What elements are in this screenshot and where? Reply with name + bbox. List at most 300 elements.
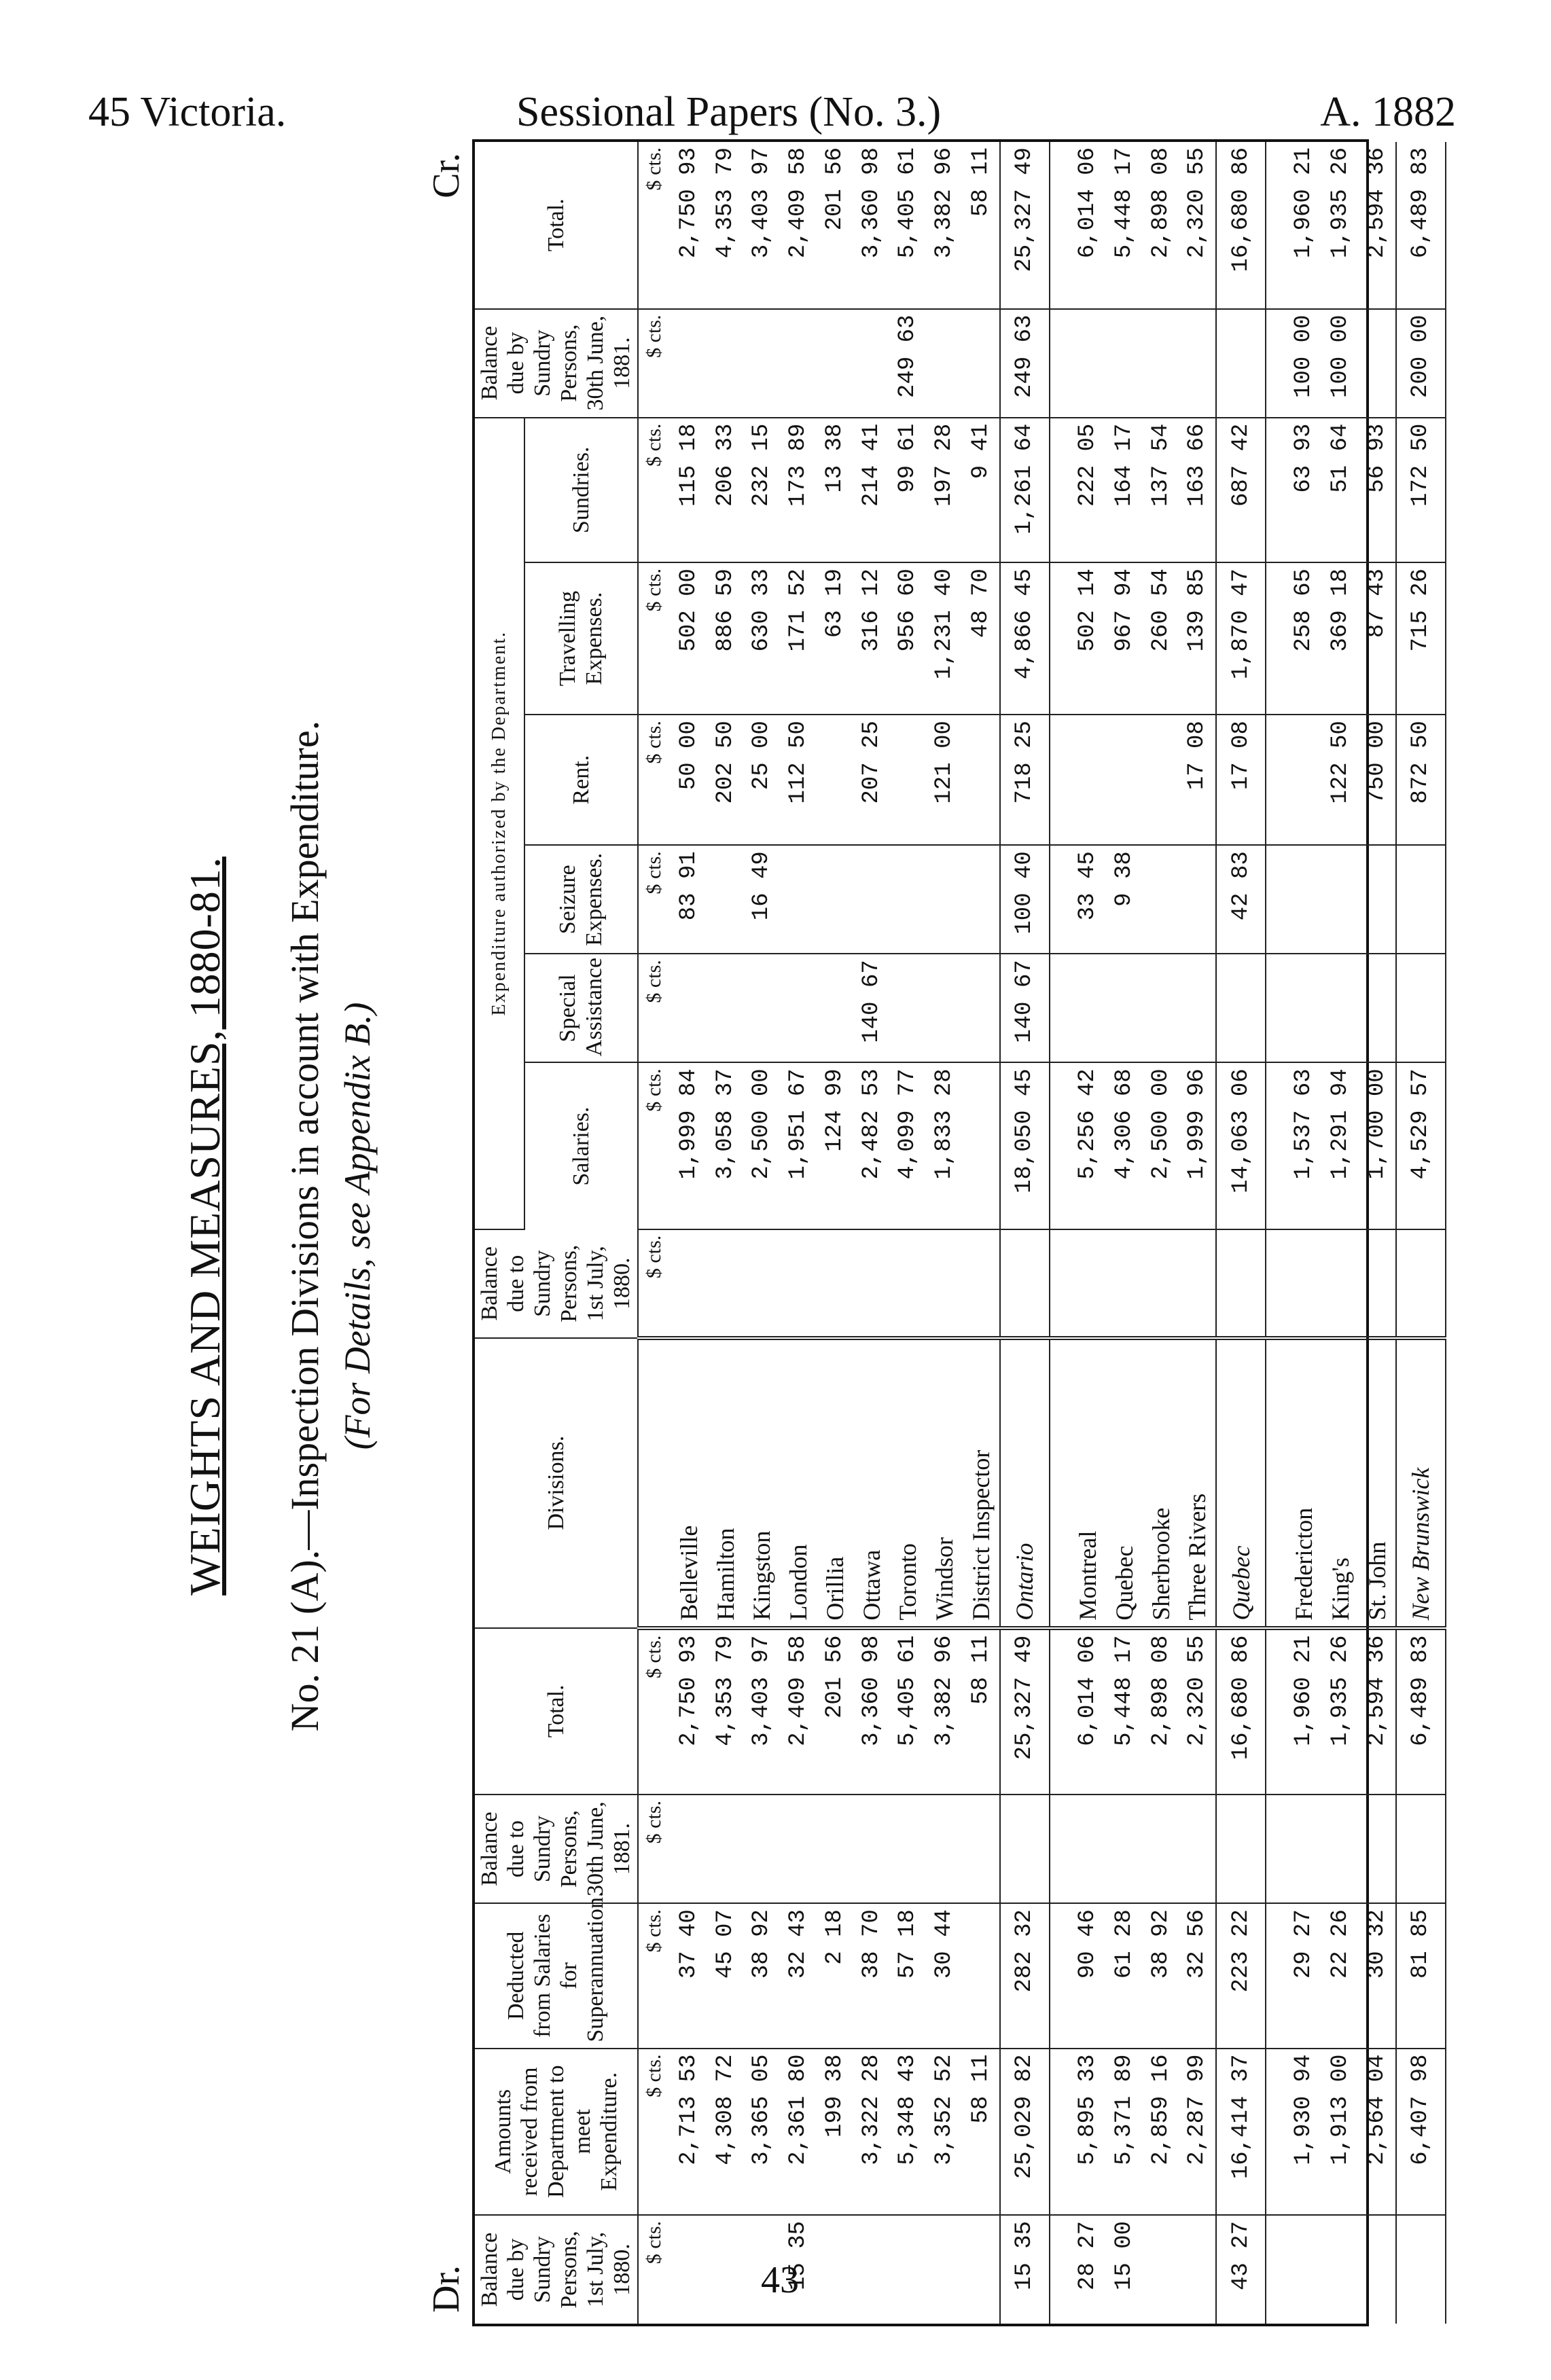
dr-cell: 2,898 08 bbox=[1143, 1628, 1179, 1795]
cr-cell bbox=[1285, 715, 1322, 845]
cr-cell: 56 93 bbox=[1359, 418, 1396, 562]
dr-cell: 4,353 79 bbox=[707, 1628, 744, 1795]
cr-cell: 1,291 94 bbox=[1322, 1062, 1359, 1229]
cr-cell: 163 66 bbox=[1179, 418, 1216, 562]
unit-label: $ cts. bbox=[643, 2220, 666, 2265]
dr-cell: 2,594 36 bbox=[1359, 1628, 1396, 1795]
dr-cell bbox=[926, 1795, 963, 1903]
table-note: (For Details, see Appendix B.) bbox=[337, 1002, 378, 1450]
spacer-cell bbox=[1266, 1795, 1285, 1903]
cr-cell: 13 38 bbox=[817, 418, 853, 562]
division-name: Belleville bbox=[671, 1338, 707, 1628]
cr-cell: 122 50 bbox=[1322, 715, 1359, 845]
cr-total-cell: 718 25 bbox=[1000, 715, 1050, 845]
cr-cell: 232 15 bbox=[743, 418, 780, 562]
dr-cell: 29 27 bbox=[1285, 1903, 1322, 2048]
col-special-assistance: Special Assistance bbox=[524, 954, 637, 1062]
col-dr-total: Total. bbox=[475, 1628, 638, 1795]
spacer-cell bbox=[1050, 954, 1069, 1062]
table-row bbox=[890, 142, 927, 2324]
table-row bbox=[1359, 142, 1396, 2324]
table-row bbox=[743, 142, 780, 2324]
table-row bbox=[1069, 142, 1106, 2324]
dr-total-cell: 16,680 86 bbox=[1216, 1628, 1266, 1795]
spacer-cell bbox=[1050, 1903, 1069, 2048]
spacer-cell bbox=[1266, 309, 1285, 418]
unit-label: $ cts. bbox=[638, 954, 671, 1062]
col-dr-amounts-received: Amounts received from Department to meet Expenditure. bbox=[475, 2049, 638, 2215]
dr-cell bbox=[1069, 1795, 1106, 1903]
spacer-cell bbox=[1266, 1229, 1285, 1338]
cr-cell bbox=[1322, 1229, 1359, 1338]
unit-label: $ cts. bbox=[638, 309, 671, 418]
division-name: Kingston bbox=[743, 1338, 780, 1628]
province-name: Ontario bbox=[1000, 1338, 1050, 1628]
cr-cell: 164 17 bbox=[1106, 418, 1143, 562]
dr-total-cell: 282 32 bbox=[1000, 1903, 1050, 2048]
table-body bbox=[638, 142, 1446, 2324]
cr-cell bbox=[926, 309, 963, 418]
division-name: Windsor bbox=[926, 1338, 963, 1628]
dr-cell: 3,360 98 bbox=[853, 1628, 890, 1795]
dr-cell: 37 40 bbox=[671, 1903, 707, 2048]
cr-cell bbox=[780, 845, 817, 954]
cr-total-cell: 17 08 bbox=[1216, 715, 1266, 845]
cr-cell: 201 56 bbox=[817, 142, 853, 309]
dr-cell bbox=[890, 1795, 927, 1903]
cr-cell bbox=[780, 1229, 817, 1338]
dr-cell bbox=[853, 2215, 890, 2324]
cr-cell bbox=[743, 309, 780, 418]
cr-cell bbox=[926, 954, 963, 1062]
cr-cell: 258 65 bbox=[1285, 562, 1322, 715]
cr-cell bbox=[1179, 309, 1216, 418]
cr-cell bbox=[890, 954, 927, 1062]
cr-cell: 2,482 53 bbox=[853, 1062, 890, 1229]
cr-cell bbox=[1143, 1229, 1179, 1338]
cr-cell: 249 63 bbox=[890, 309, 927, 418]
cr-cell: 124 99 bbox=[817, 1062, 853, 1229]
unit-label: $ cts. bbox=[638, 1062, 671, 1229]
expenditure-group-header: Expenditure authorized by the Department. bbox=[475, 418, 524, 1229]
spacer-cell bbox=[1266, 1338, 1285, 1628]
dr-cell: 5,405 61 bbox=[890, 1628, 927, 1795]
cr-total-cell: 872 50 bbox=[1396, 715, 1446, 845]
cr-cell bbox=[1359, 309, 1396, 418]
dr-total-cell: 25,029 82 bbox=[1000, 2049, 1050, 2215]
spacer-cell bbox=[1050, 562, 1069, 715]
dr-cell bbox=[817, 2215, 853, 2324]
dr-cell bbox=[963, 2215, 1000, 2324]
division-name: King's bbox=[1322, 1338, 1359, 1628]
cr-total-cell bbox=[1396, 954, 1446, 1062]
spacer-cell bbox=[1050, 1795, 1069, 1903]
dr-cell bbox=[1179, 1795, 1216, 1903]
cr-cell: 886 59 bbox=[707, 562, 744, 715]
cr-cell: 112 50 bbox=[780, 715, 817, 845]
cr-cell bbox=[817, 1229, 853, 1338]
cr-cell bbox=[1143, 715, 1179, 845]
dr-cell: 30 32 bbox=[1359, 1903, 1396, 2048]
dr-cell: 58 11 bbox=[963, 1628, 1000, 1795]
cr-cell bbox=[1143, 309, 1179, 418]
dr-cell: 5,448 17 bbox=[1106, 1628, 1143, 1795]
spacer-cell bbox=[1050, 2215, 1069, 2324]
table-row bbox=[926, 142, 963, 2324]
account-table-frame bbox=[472, 139, 1435, 2326]
division-name: St. John bbox=[1359, 1338, 1396, 1628]
cr-cell: 502 14 bbox=[1069, 562, 1106, 715]
dr-cell bbox=[1322, 2215, 1359, 2324]
dr-total-cell bbox=[1396, 1795, 1446, 1903]
table-row bbox=[671, 142, 707, 2324]
cr-cell: 115 18 bbox=[671, 418, 707, 562]
cr-cell: 100 00 bbox=[1285, 309, 1322, 418]
dr-cell: 90 46 bbox=[1069, 1903, 1106, 2048]
dr-cell bbox=[1143, 2215, 1179, 2324]
cr-cell: 1,700 00 bbox=[1359, 1062, 1396, 1229]
spacer-cell bbox=[1050, 1229, 1069, 1338]
cr-cell bbox=[780, 954, 817, 1062]
cr-cell: 1,833 28 bbox=[926, 1062, 963, 1229]
cr-cell bbox=[1285, 954, 1322, 1062]
table-row bbox=[780, 142, 817, 2324]
dr-total-cell bbox=[1000, 1795, 1050, 1903]
cr-cell bbox=[707, 954, 744, 1062]
debit-label: Dr. bbox=[425, 2265, 467, 2313]
dr-total-cell bbox=[1216, 1795, 1266, 1903]
cr-cell bbox=[890, 845, 927, 954]
cr-cell bbox=[743, 1229, 780, 1338]
dr-total-cell: 15 35 bbox=[1000, 2215, 1050, 2324]
province-name: New Brunswick bbox=[1396, 1338, 1446, 1628]
dr-cell bbox=[707, 1795, 744, 1903]
division-name: District Inspector bbox=[963, 1338, 1000, 1628]
cr-cell bbox=[1359, 845, 1396, 954]
units-row bbox=[638, 142, 671, 2324]
dr-cell: 3,352 52 bbox=[926, 2049, 963, 2215]
cr-cell bbox=[963, 309, 1000, 418]
dr-cell bbox=[1106, 1795, 1143, 1903]
cr-total-cell: 687 42 bbox=[1216, 418, 1266, 562]
cr-cell: 50 00 bbox=[671, 715, 707, 845]
cr-cell: 63 19 bbox=[817, 562, 853, 715]
cr-cell bbox=[1359, 954, 1396, 1062]
unit-label: $ cts. bbox=[638, 845, 671, 954]
cr-cell bbox=[707, 1229, 744, 1338]
unit-label: $ cts. bbox=[638, 1229, 671, 1338]
cr-cell bbox=[963, 954, 1000, 1062]
cr-cell bbox=[1322, 954, 1359, 1062]
cr-total-cell: 42 83 bbox=[1216, 845, 1266, 954]
cr-cell: 3,382 96 bbox=[926, 142, 963, 309]
dr-total-cell bbox=[1396, 2215, 1446, 2324]
table-subtitle: No. 21 (A).—Inspection Divisions in account with Expenditure. bbox=[283, 720, 327, 1732]
dr-cell: 3,382 96 bbox=[926, 1628, 963, 1795]
dr-cell: 199 38 bbox=[817, 2049, 853, 2215]
cr-total-cell: 4,529 57 bbox=[1396, 1062, 1446, 1229]
dr-cell: 1,930 94 bbox=[1285, 2049, 1322, 2215]
page-number: 43 bbox=[761, 2259, 799, 2301]
cr-cell bbox=[1069, 309, 1106, 418]
province-total-row bbox=[1000, 142, 1050, 2324]
group-spacer bbox=[1050, 142, 1069, 2324]
spacer-cell bbox=[1050, 2049, 1069, 2215]
col-cr-balance-due-to: Balance due to Sundry Persons, 1st July, 1880. bbox=[475, 1229, 638, 1338]
dr-cell: 38 92 bbox=[1143, 1903, 1179, 2048]
division-name: Quebec bbox=[1106, 1338, 1143, 1628]
cr-cell: 197 28 bbox=[926, 418, 963, 562]
unit-label: $ cts. bbox=[638, 562, 671, 715]
dr-cell bbox=[1143, 1795, 1179, 1903]
spacer-cell bbox=[1266, 1062, 1285, 1229]
dr-cell bbox=[1359, 2215, 1396, 2324]
dr-cell bbox=[963, 1795, 1000, 1903]
cr-cell: 87 43 bbox=[1359, 562, 1396, 715]
dr-cell: 2,320 55 bbox=[1179, 1628, 1216, 1795]
cr-total-cell: 6,489 83 bbox=[1396, 142, 1446, 309]
cr-total-cell bbox=[1216, 1229, 1266, 1338]
cr-cell: 4,353 79 bbox=[707, 142, 744, 309]
spacer-cell bbox=[1266, 142, 1285, 309]
cr-cell: 2,320 55 bbox=[1179, 142, 1216, 309]
cr-cell: 1,231 40 bbox=[926, 562, 963, 715]
cr-cell: 956 60 bbox=[890, 562, 927, 715]
cr-cell: 967 94 bbox=[1106, 562, 1143, 715]
unit-label: $ cts. bbox=[638, 142, 671, 309]
cr-cell bbox=[1285, 845, 1322, 954]
dr-cell: 3,322 28 bbox=[853, 2049, 890, 2215]
spacer-cell bbox=[1266, 2215, 1285, 2324]
dr-cell: 3,403 97 bbox=[743, 1628, 780, 1795]
table-row bbox=[1179, 142, 1216, 2324]
cr-cell bbox=[743, 954, 780, 1062]
cr-cell: 260 54 bbox=[1143, 562, 1179, 715]
cr-cell: 369 18 bbox=[1322, 562, 1359, 715]
dr-cell: 61 28 bbox=[1106, 1903, 1143, 2048]
cr-cell bbox=[926, 845, 963, 954]
dr-cell: 2,713 53 bbox=[671, 2049, 707, 2215]
dr-cell: 2 18 bbox=[817, 1903, 853, 2048]
table-row bbox=[1322, 142, 1359, 2324]
cr-cell bbox=[1069, 715, 1106, 845]
dr-cell: 57 18 bbox=[890, 1903, 927, 2048]
dr-cell: 5,895 33 bbox=[1069, 2049, 1106, 2215]
col-rent: Rent. bbox=[524, 715, 637, 845]
table-row bbox=[707, 142, 744, 2324]
cr-cell: 140 67 bbox=[853, 954, 890, 1062]
cr-cell: 9 38 bbox=[1106, 845, 1143, 954]
cr-cell bbox=[963, 1062, 1000, 1229]
unit-label bbox=[638, 1338, 671, 1628]
cr-cell bbox=[890, 1229, 927, 1338]
unit-label: $ cts. bbox=[638, 418, 671, 562]
cr-total-cell: 200 00 bbox=[1396, 309, 1446, 418]
header-year: A. 1882 bbox=[1320, 89, 1456, 135]
cr-total-cell: 249 63 bbox=[1000, 309, 1050, 418]
cr-total-cell: 4,866 45 bbox=[1000, 562, 1050, 715]
dr-cell bbox=[1179, 2215, 1216, 2324]
col-divisions: Divisions. bbox=[475, 1338, 638, 1628]
header-papers: Sessional Papers (No. 3.) bbox=[516, 89, 942, 135]
cr-cell bbox=[1143, 845, 1179, 954]
cr-cell: 1,935 26 bbox=[1322, 142, 1359, 309]
dr-cell bbox=[1285, 2215, 1322, 2324]
cr-cell bbox=[1285, 1229, 1322, 1338]
table-row bbox=[963, 142, 1000, 2324]
dr-total-cell: 25,327 49 bbox=[1000, 1628, 1050, 1795]
cr-cell: 48 70 bbox=[963, 562, 1000, 715]
cr-cell bbox=[926, 1229, 963, 1338]
spacer-cell bbox=[1266, 562, 1285, 715]
table-row bbox=[1285, 142, 1322, 2324]
dr-cell: 201 56 bbox=[817, 1628, 853, 1795]
table-row bbox=[1143, 142, 1179, 2324]
dr-cell: 4,308 72 bbox=[707, 2049, 744, 2215]
dr-cell: 32 43 bbox=[780, 1903, 817, 2048]
dr-cell: 22 26 bbox=[1322, 1903, 1359, 2048]
cr-total-cell: 18,050 45 bbox=[1000, 1062, 1050, 1229]
dr-cell bbox=[890, 2215, 927, 2324]
dr-cell: 38 70 bbox=[853, 1903, 890, 2048]
cr-total-cell: 172 50 bbox=[1396, 418, 1446, 562]
division-name: Ottawa bbox=[853, 1338, 890, 1628]
col-dr-superannuation: Deducted from Salaries for Superannuation. bbox=[475, 1903, 638, 2048]
spacer-cell bbox=[1266, 1628, 1285, 1795]
cr-cell bbox=[817, 309, 853, 418]
cr-cell: 51 64 bbox=[1322, 418, 1359, 562]
cr-cell bbox=[1359, 1229, 1396, 1338]
cr-cell: 316 12 bbox=[853, 562, 890, 715]
account-table bbox=[475, 142, 1446, 2324]
dr-total-cell: 223 22 bbox=[1216, 1903, 1266, 2048]
spacer-cell bbox=[1050, 418, 1069, 562]
cr-total-cell bbox=[1000, 1229, 1050, 1338]
cr-cell: 1,999 96 bbox=[1179, 1062, 1216, 1229]
dr-cell bbox=[963, 1903, 1000, 2048]
cr-total-cell bbox=[1396, 845, 1446, 954]
table-row bbox=[853, 142, 890, 2324]
dr-cell: 15 35 bbox=[785, 2220, 812, 2290]
cr-cell: 1,951 67 bbox=[780, 1062, 817, 1229]
cr-cell: 1,960 21 bbox=[1285, 142, 1322, 309]
spacer-cell bbox=[1050, 1062, 1069, 1229]
spacer-cell bbox=[1266, 954, 1285, 1062]
cr-cell: 207 25 bbox=[853, 715, 890, 845]
cr-total-cell: 14,063 06 bbox=[1216, 1062, 1266, 1229]
table-row bbox=[1106, 142, 1143, 2324]
cr-cell: 630 33 bbox=[743, 562, 780, 715]
cr-cell: 750 00 bbox=[1359, 715, 1396, 845]
dr-cell bbox=[1285, 1795, 1322, 1903]
cr-cell bbox=[1179, 1229, 1216, 1338]
cr-cell: 9 41 bbox=[963, 418, 1000, 562]
cr-cell: 2,409 58 bbox=[780, 142, 817, 309]
cr-cell bbox=[1143, 954, 1179, 1062]
cr-cell bbox=[853, 309, 890, 418]
cr-total-cell: 1,870 47 bbox=[1216, 562, 1266, 715]
cr-cell: 4,306 68 bbox=[1106, 1062, 1143, 1229]
dr-total-cell: 43 27 bbox=[1216, 2215, 1266, 2324]
cr-cell: 1,999 84 bbox=[671, 1062, 707, 1229]
cr-cell: 3,360 98 bbox=[853, 142, 890, 309]
dr-cell: 2,564 04 bbox=[1359, 2049, 1396, 2215]
spacer-cell bbox=[1050, 1628, 1069, 1795]
dr-cell: 28 27 bbox=[1074, 2220, 1101, 2290]
cr-cell: 137 54 bbox=[1143, 418, 1179, 562]
dr-cell: 15 00 bbox=[1111, 2220, 1137, 2290]
cr-cell bbox=[1069, 954, 1106, 1062]
cr-cell bbox=[707, 309, 744, 418]
dr-cell: 2,361 80 bbox=[780, 2049, 817, 2215]
dr-cell: 1,960 21 bbox=[1285, 1628, 1322, 1795]
unit-label: $ cts. bbox=[638, 1795, 671, 1903]
cr-total-cell: 25,327 49 bbox=[1000, 142, 1050, 309]
spacer-cell bbox=[1050, 845, 1069, 954]
spacer-cell bbox=[1050, 142, 1069, 309]
division-name: Montreal bbox=[1069, 1338, 1106, 1628]
cr-cell: 173 89 bbox=[780, 418, 817, 562]
table-row bbox=[817, 142, 853, 2324]
cr-cell bbox=[1322, 845, 1359, 954]
page-title: WEIGHTS AND MEASURES, 1880-81. bbox=[181, 857, 229, 1595]
dr-cell: 5,371 89 bbox=[1106, 2049, 1143, 2215]
dr-cell: 38 92 bbox=[743, 1903, 780, 2048]
cr-cell: 33 45 bbox=[1069, 845, 1106, 954]
cr-cell: 5,448 17 bbox=[1106, 142, 1143, 309]
col-dr-balance-due-to: Balance due to Sundry Persons, 30th June, 1881. bbox=[475, 1795, 638, 1903]
cr-cell: 4,099 77 bbox=[890, 1062, 927, 1229]
dr-cell bbox=[817, 1795, 853, 1903]
dr-cell bbox=[1359, 1795, 1396, 1903]
cr-cell: 25 00 bbox=[743, 715, 780, 845]
cr-cell bbox=[963, 715, 1000, 845]
cr-cell: 214 41 bbox=[853, 418, 890, 562]
cr-cell: 1,537 63 bbox=[1285, 1062, 1322, 1229]
cr-cell: 58 11 bbox=[963, 142, 1000, 309]
cr-total-cell: 715 26 bbox=[1396, 562, 1446, 715]
col-cr-total: Total. bbox=[475, 142, 638, 309]
cr-total-cell: 140 67 bbox=[1000, 954, 1050, 1062]
cr-cell bbox=[1106, 715, 1143, 845]
cr-cell: 83 91 bbox=[671, 845, 707, 954]
dr-cell bbox=[707, 2215, 744, 2324]
cr-cell bbox=[963, 1229, 1000, 1338]
dr-cell bbox=[780, 1795, 817, 1903]
spacer-cell bbox=[1050, 715, 1069, 845]
cr-cell: 502 00 bbox=[671, 562, 707, 715]
cr-cell: 206 33 bbox=[707, 418, 744, 562]
spacer-cell bbox=[1050, 1338, 1069, 1628]
cr-cell: 2,898 08 bbox=[1143, 142, 1179, 309]
dr-cell: 2,409 58 bbox=[780, 1628, 817, 1795]
unit-label: $ cts. bbox=[638, 715, 671, 845]
cr-cell bbox=[671, 309, 707, 418]
cr-total-cell bbox=[1396, 1229, 1446, 1338]
dr-cell: 30 44 bbox=[926, 1903, 963, 2048]
dr-cell: 3,365 05 bbox=[743, 2049, 780, 2215]
dr-total-cell: 6,407 98 bbox=[1396, 2049, 1446, 2215]
division-name: Three Rivers bbox=[1179, 1338, 1216, 1628]
cr-cell bbox=[671, 954, 707, 1062]
spacer-cell bbox=[1266, 418, 1285, 562]
cr-cell bbox=[1106, 954, 1143, 1062]
dr-cell bbox=[743, 1795, 780, 1903]
dr-cell: 1,935 26 bbox=[1322, 1628, 1359, 1795]
cr-total-cell bbox=[1216, 954, 1266, 1062]
col-salaries: Salaries. bbox=[524, 1062, 637, 1229]
dr-cell: 32 56 bbox=[1179, 1903, 1216, 2048]
